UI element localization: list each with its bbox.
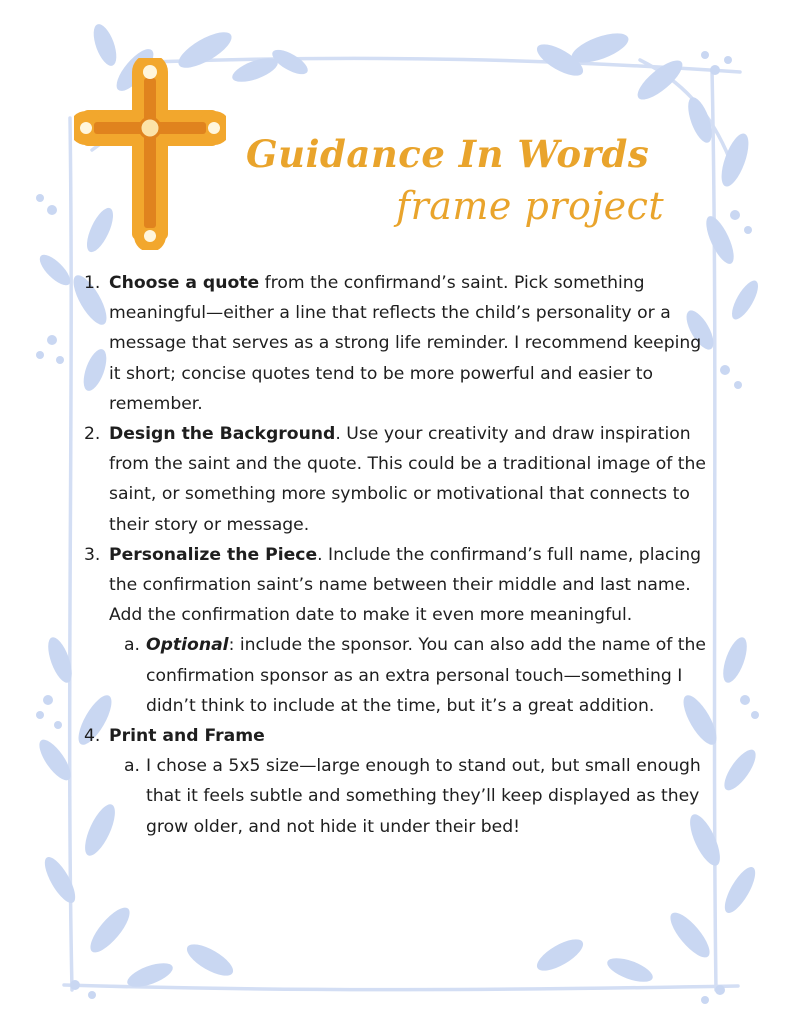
step-text: . Include the confirmand’s full name, placing the confirmation saint’s name between their middle and last name. Add the confirmation date to make it even more meaningful. — [109, 544, 702, 626]
list-marker: 1. — [84, 273, 101, 293]
step-text: I chose a 5x5 size—large enough to stand out, but small enough that it feels subtle and something they’ll keep displayed as they grow older, and not hide it under their bed! — [146, 756, 701, 837]
list-item — [84, 721, 716, 751]
step-text: from the confirmand’s saint. Pick something meaningful—either a line that reflects the child’s personality or a message that serves as a strong life reminder. I recommend keeping it short; concise quotes tend to be more powerful and easier to remember. — [109, 273, 702, 414]
step-lead: Design the Background — [109, 424, 336, 445]
step-lead: Choose a quote — [109, 273, 260, 293]
list-marker: 3. — [84, 544, 101, 565]
step-lead: Print and Frame — [109, 726, 265, 747]
list-marker: 2. — [84, 424, 101, 445]
list-marker: a. — [124, 756, 140, 777]
list-item — [84, 268, 716, 419]
list-item — [84, 540, 716, 631]
step-lead: Optional — [146, 635, 229, 656]
cross-icon — [74, 58, 226, 250]
step-text: : include the sponsor. You can also add the name of the confirmation sponsor as an extra personal touch—something I didn’t think to include at the time, but it’s a great addition. — [146, 635, 706, 716]
sub-list-item — [84, 630, 716, 721]
page-title: Guidance In Words — [246, 132, 650, 176]
instruction-list — [84, 268, 716, 842]
list-item — [84, 419, 716, 540]
step-text: . Use your creativity and draw inspiration from the saint and the quote. This could be a traditional image of the saint, or something more symbolic or motivational that connects to their story or message. — [109, 424, 707, 535]
sub-list-item — [84, 751, 716, 842]
list-marker: 4. — [84, 726, 101, 747]
step-lead: Personalize the Piece — [109, 544, 318, 565]
list-marker: a. — [124, 635, 140, 656]
page-subtitle: frame project — [396, 184, 665, 228]
